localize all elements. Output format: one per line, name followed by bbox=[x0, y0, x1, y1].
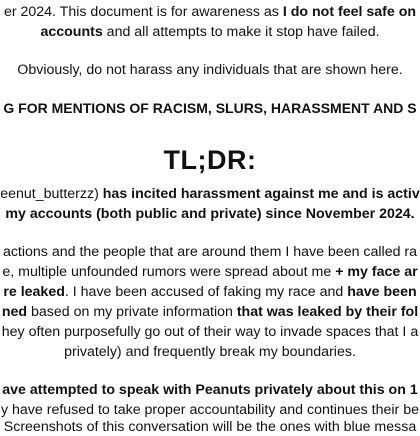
content-warning-text: G FOR MENTIONS OF RACISM, SLURS, HARASSMENT AND S bbox=[3, 100, 417, 116]
intro-emphasis: accounts bbox=[40, 24, 103, 40]
body-line-1 bbox=[0, 244, 420, 261]
intro-text: er 2024. This document is for awareness as bbox=[3, 4, 283, 20]
disclaimer-text: Obviously, do not harass any individuals that are shown here. bbox=[17, 62, 403, 78]
body-text: e, multiple unfounded rumors were spread about me bbox=[2, 264, 336, 280]
body-text: . I have been accused of faking my race and bbox=[64, 284, 348, 300]
body-emphasis: have been bbox=[347, 284, 417, 300]
body-emphasis: + my face ar bbox=[335, 264, 418, 280]
tldr-text: eenut_butterzz) bbox=[0, 186, 103, 202]
content-warning bbox=[0, 100, 420, 117]
tldr-emphasis: has incited harassment against me and is activ bbox=[102, 186, 420, 202]
body-line-4 bbox=[0, 304, 420, 321]
body-line-3 bbox=[0, 284, 420, 301]
body-line-6 bbox=[0, 344, 420, 361]
tldr-line-1 bbox=[0, 186, 420, 203]
intro-emphasis: I do not feel safe on bbox=[282, 4, 417, 20]
intro-text: and all attempts to make it stop have failed. bbox=[102, 24, 380, 40]
body-text: actions and the people that are around them I have been called ra bbox=[2, 244, 418, 260]
footer-emphasis: ave attempted to speak with Peanuts privately about this on 1 bbox=[2, 382, 418, 398]
tldr-line-2 bbox=[0, 206, 420, 223]
intro-line-2 bbox=[0, 24, 420, 41]
intro-line-1 bbox=[0, 4, 420, 21]
footer-text: y have refused to take proper accountability and continues their be bbox=[0, 402, 419, 418]
footer-line-2 bbox=[0, 402, 420, 419]
body-line-5 bbox=[0, 324, 420, 341]
footer-line-1 bbox=[0, 382, 420, 399]
tldr-heading bbox=[0, 144, 420, 176]
footer-line-3 bbox=[0, 419, 420, 436]
body-text: based on my private information bbox=[27, 304, 237, 320]
body-text: privately) and frequently break my boundaries. bbox=[64, 344, 356, 360]
disclaimer-line bbox=[0, 62, 420, 79]
tldr-heading-text: TL;DR: bbox=[163, 145, 257, 175]
body-text: hey often purposefully go out of their way to invade spaces that I a bbox=[1, 324, 419, 340]
body-emphasis: re leaked bbox=[3, 284, 65, 300]
body-emphasis: that was leaked by their fol bbox=[236, 304, 419, 320]
footer-text: Screenshots of this conversation will be the ones with blue messa bbox=[3, 419, 417, 435]
body-line-2 bbox=[0, 264, 420, 281]
body-emphasis: ned bbox=[1, 304, 28, 320]
tldr-emphasis: my accounts (both public and private) since November 2024. bbox=[5, 206, 415, 222]
